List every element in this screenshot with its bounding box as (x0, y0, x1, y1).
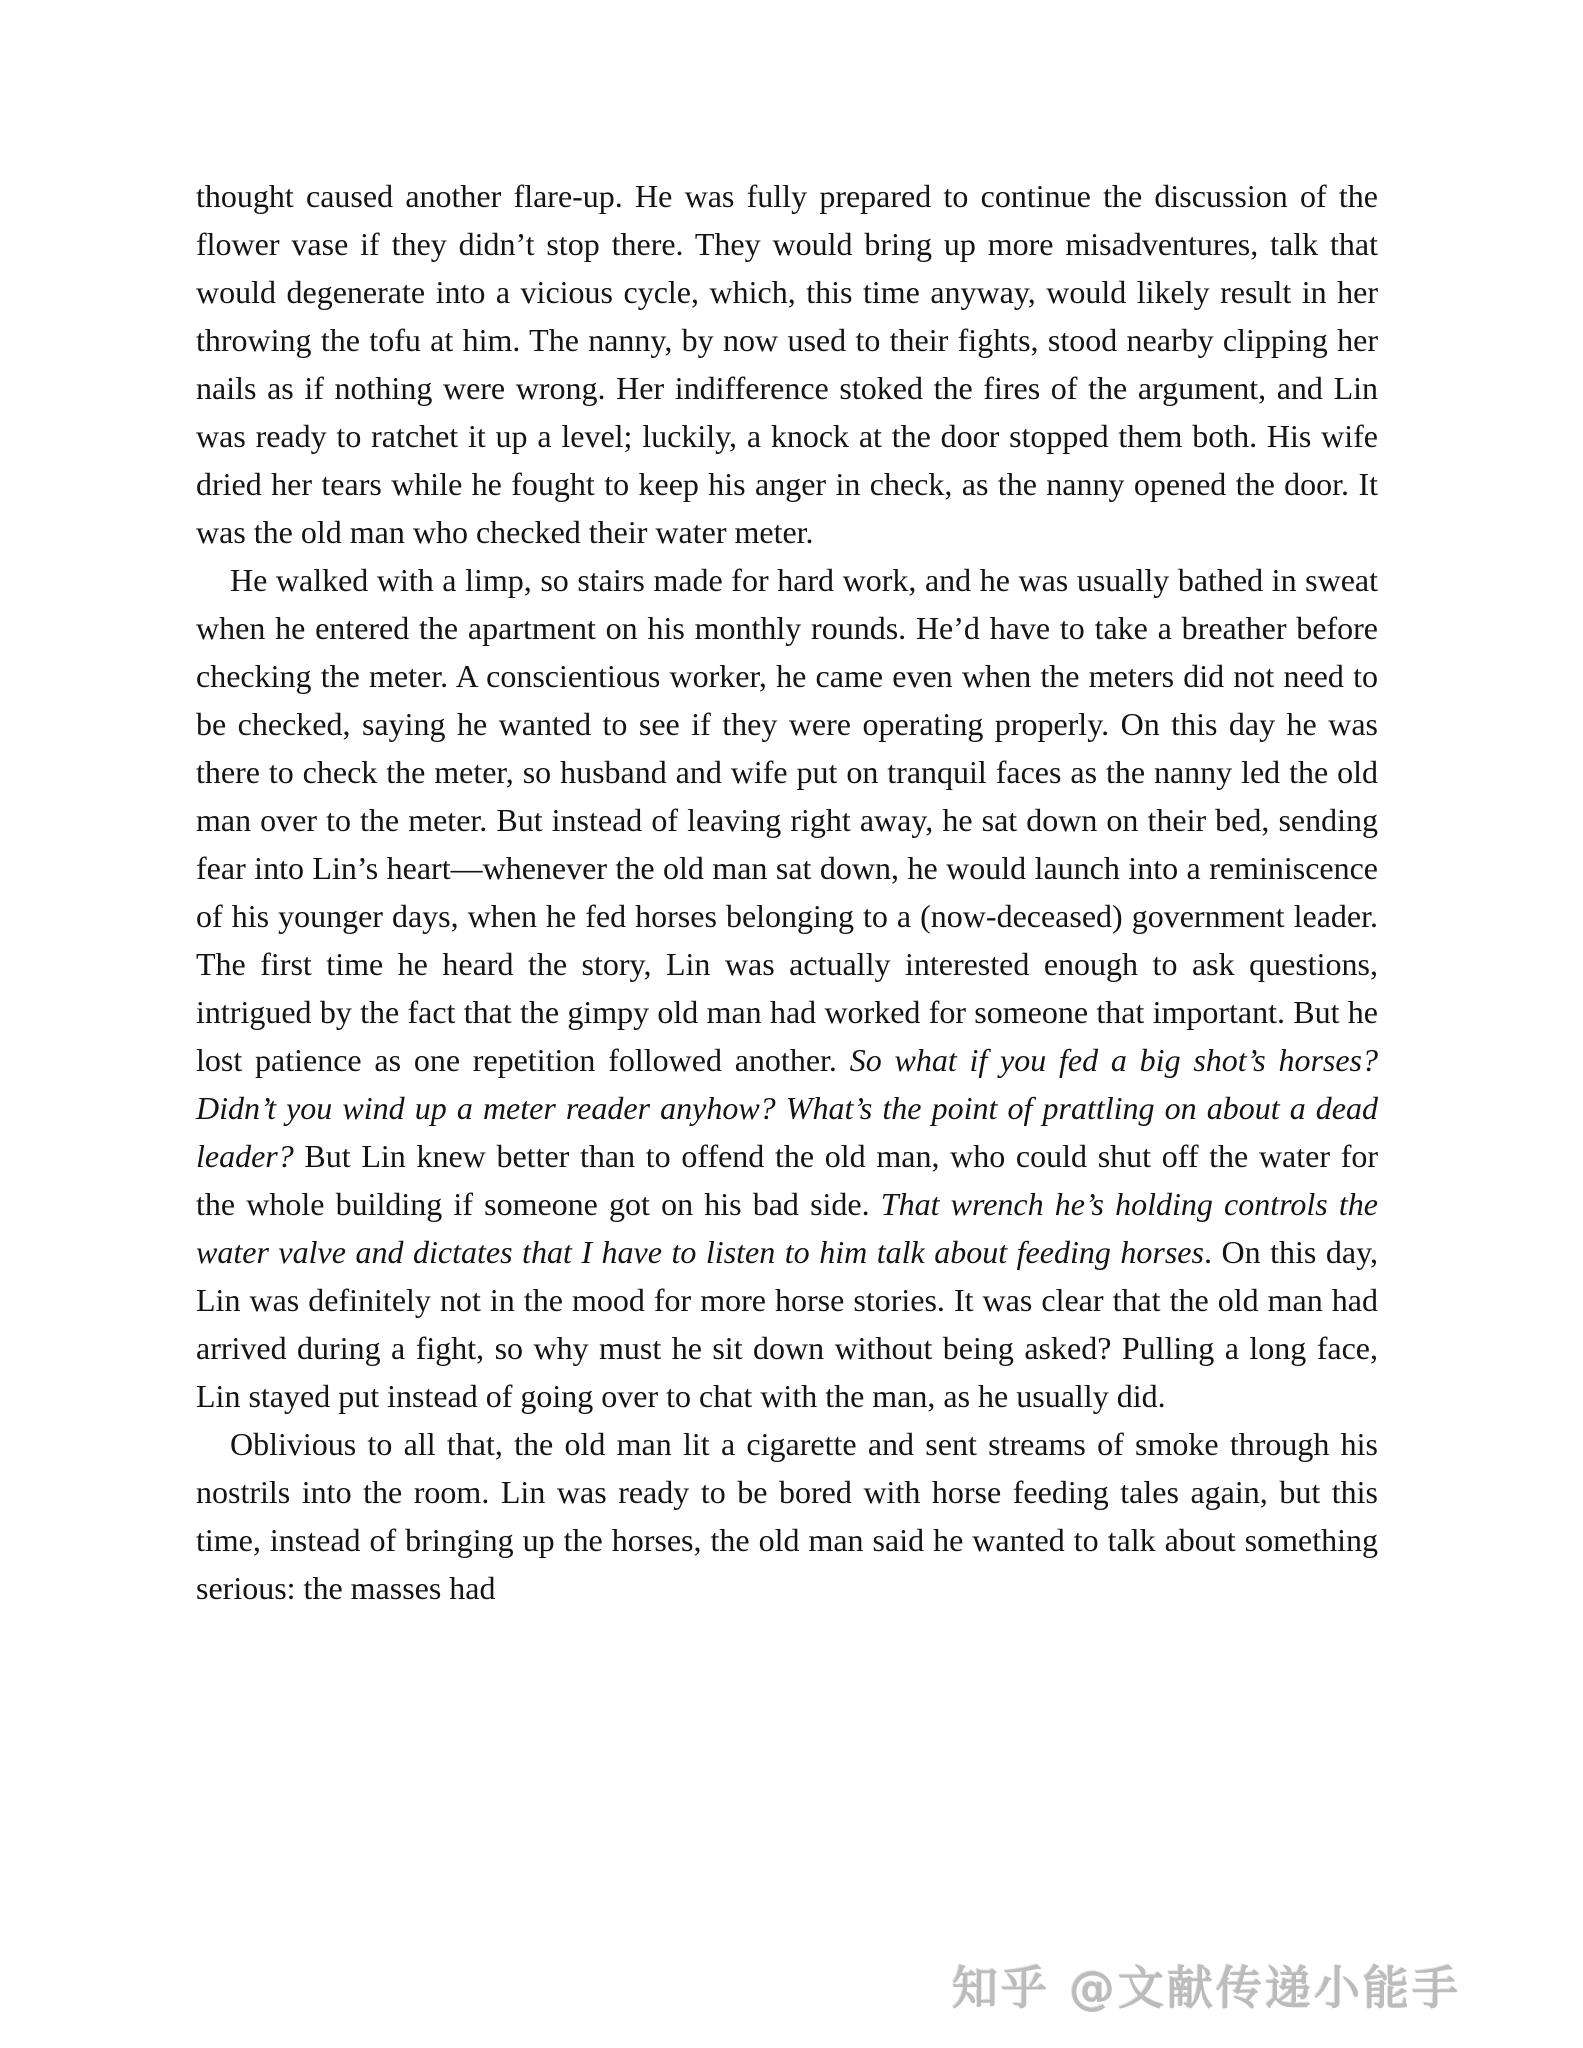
paragraph (196, 172, 1378, 556)
text-segment: He walked with a limp, so stairs made for hard work, and he was usually bathed in sweat when he entered the apartment on his monthly rounds. He’d have to take a breather before checking the meter. A conscientious worker, he came even when the meters did not need to be checked, saying he wanted to see if they were operating properly. On this day he was there to check the meter, so husband and wife put on tranquil faces as the nanny led the old man over to the meter. But instead of leaving right away, he sat down on their bed, sending fear into Lin’s heart—whenever the old man sat down, he would launch into a reminiscence of his younger days, when he fed horses belonging to a (now-deceased) government leader. The first time he heard the story, Lin was actually interested enough to ask questions, intrigued by the fact that the gimpy old man had worked for someone that important. But he lost patience as one repetition followed another. (196, 562, 1378, 1078)
italic-text-segment: So what if you fed a big shot’s horses? Didn’t you wind up a meter reader anyhow? What’s the point of prattling on about a dead leader? (196, 1042, 1379, 1174)
text-segment: thought caused another flare-up. He was fully prepared to continue the discussion of the flower vase if they didn’t stop there. They would bring up more misadventures, talk that would degenerate into a vicious cycle, which, this time anyway, would likely result in her throwing the tofu at him. The nanny, by now used to their fights, stood nearby clipping her nails as if nothing were wrong. Her indifference stoked the fires of the argument, and Lin was ready to ratchet it up a level; luckily, a knock at the door stopped them both. His wife dried her tears while he fought to keep his anger in check, as the nanny opened the door. It was the old man who checked their water meter. (196, 178, 1378, 550)
paragraph (196, 556, 1378, 1420)
text-segment: But Lin knew better than to offend the old man, who could shut off the water for the whole building if someone got on his bad side. (196, 1138, 1378, 1222)
page-text (196, 172, 1378, 1612)
watermark-text: 知乎 @文献传递小能手 (951, 1961, 1461, 2015)
text-segment: . On this day, Lin was definitely not in the mood for more horse stories. It was clear that the old man had arrived during a fight, so why must he sit down without being asked? Pulling a long face, Lin stayed put instead of going over to chat with the man, as he usually did. (196, 1234, 1378, 1414)
italic-text-segment: That wrench he’s holding controls the water valve and dictates that I have to listen to him talk about feeding horses (196, 1186, 1379, 1270)
paragraph (196, 1420, 1378, 1612)
text-segment: Oblivious to all that, the old man lit a cigarette and sent streams of smoke through his nostrils into the room. Lin was ready to be bored with horse feeding tales again, but this time, instead of bringing up the horses, the old man said he wanted to talk about something serious: the masses had (196, 1426, 1378, 1606)
